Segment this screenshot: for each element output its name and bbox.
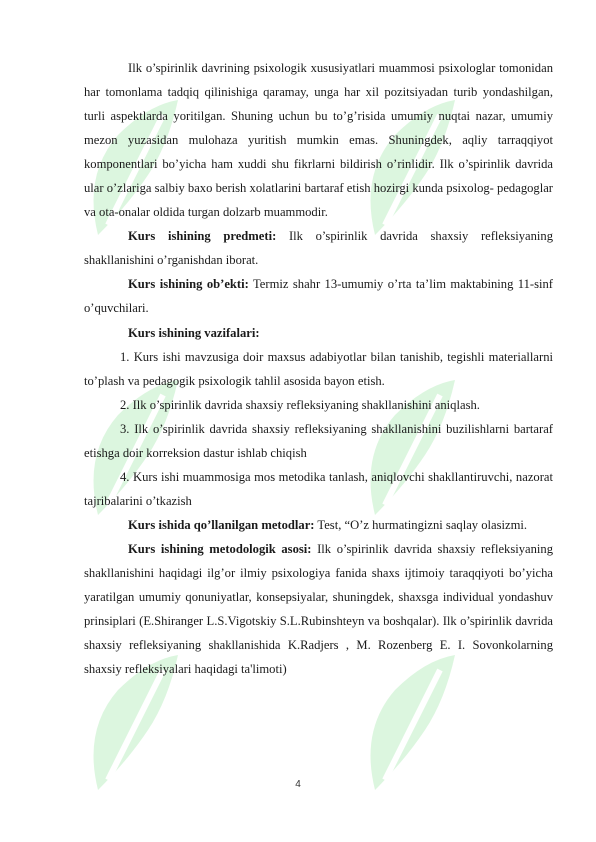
predmet-paragraph (84, 224, 553, 272)
obekt-text: Termiz shahr 13-umumiy o’rta ta’lim maktabining 11-sinf o’quvchilari. (84, 277, 553, 316)
intro-paragraph: Ilk o’spirinlik davrining psixologik xususiyatlari muammosi psixologlar tomonidan har tomonlama tadqiq qilinishiga qaramay, unga har xil pozitsiyadan turib yondashilgan, turli aspektlarda yoritilgan. Shuning uchun bu to’g’risida umumiy nuqtai nazar, umumiy mezon yuzasidan mulohaza yuritish mumkin emas. Shuningdek, aqliy tarraqqiyot komponentlari bo’yicha ham xuddi shu fikrlarni bildirish o’rinlidir. Ilk o’spirinlik davrida ular o’zlariga salbiy baxo berish xolatlarini bartaraf etish hozirgi kunda psixolog- pedagoglar va ota-onalar oldida turgan dolzarb muammodir. (84, 61, 553, 220)
predmet-text: Ilk o’spirinlik davrida shaxsiy refleksiyaning shakllanishini o’rganishdan iborat. (84, 229, 553, 268)
metodlar-text: Test, “O’z hurmatingizni saqlay olasizmi. (314, 517, 528, 532)
metodlar-paragraph (84, 513, 553, 537)
page-number: 4 (295, 779, 301, 790)
predmet-label: Kurs ishining predmeti: (128, 229, 277, 244)
vazifalar-label: Kurs ishining vazifalari: (128, 325, 260, 340)
obekt-paragraph (84, 272, 553, 320)
obekt-label: Kurs ishining ob’ekti: (128, 277, 249, 292)
vazifalar-heading (84, 321, 553, 345)
task-item: 3. Ilk o’spirinlik davrida shaxsiy refleksiyaning shakllanishini buzilishlarni bartaraf etishga doir korreksion dastur ishlab chiqish (84, 421, 553, 460)
task-item: 4. Kurs ishi muammosiga mos metodika tanlash, aniqlovchi shakllantiruvchi, nazorat tajribalarini o’tkazish (84, 469, 553, 508)
body-text (84, 56, 553, 681)
asos-text: Ilk o’spirinlik davrida shaxsiy refleksiyaning shakllanishini haqidagi ilg’or ilmiy psixologiya fanida shaxs ijtimoiy taraqqiyoti bo’yicha yaratilgan umumiy qonuniyatlar, konsepsiyalar, shuningdek, shaxsga individual yondashuv prinsiplari (E.Shiranger L.S.Vigotskiy S.L.Rubinshteyn va boshqalar). Ilk o’spirinlik davrida shaxsiy refleksiyaning shakllanishida K.Radjers , M. Rozenberg E. I. Sovonkolarning shaxsiy refleksiyalari haqidagi ta'limoti) (84, 541, 554, 677)
task-item: 1. Kurs ishi mavzusiga doir maxsus adabiyotlar bilan tanishib, tegishli materiallarni to’plash va pedagogik psixologik tahlil asosida bayon etish. (84, 349, 553, 388)
metodlar-label: Kurs ishida qo’llanilgan metodlar: (128, 517, 315, 532)
asos-label: Kurs ishining metodologik asosi: (128, 541, 312, 556)
asos-paragraph (84, 537, 553, 681)
task-item: 2. Ilk o’spirinlik davrida shaxsiy refleksiyaning shakllanishini aniqlash. (120, 397, 480, 412)
